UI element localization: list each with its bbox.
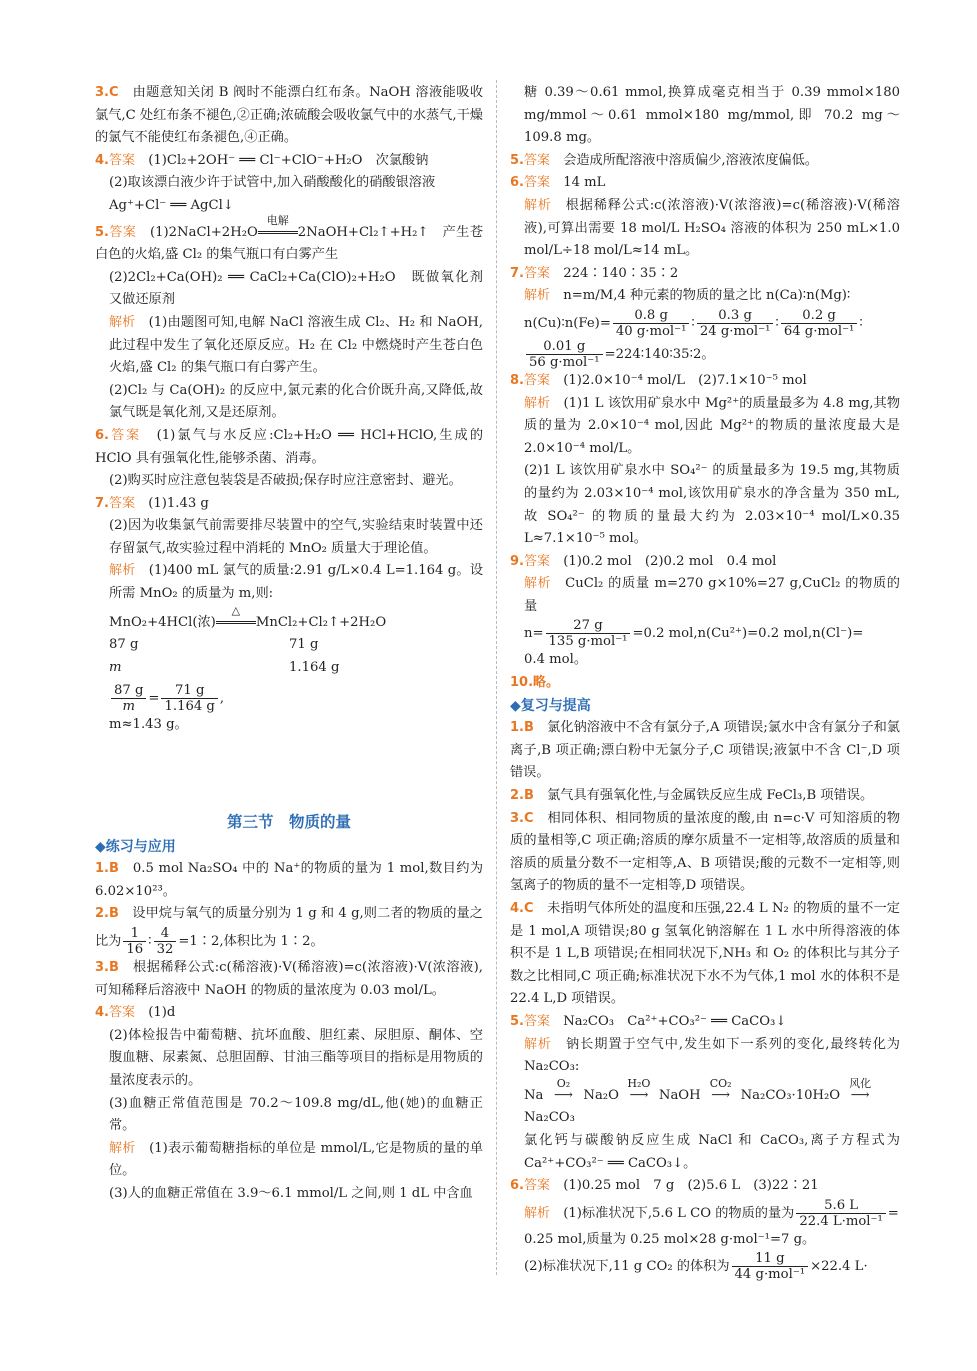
answer-label: 答案 xyxy=(108,495,135,511)
explanation-label: 解析 xyxy=(109,314,136,330)
explanation-math xyxy=(510,339,900,370)
chain-species: NaOH xyxy=(658,1087,701,1103)
answer-item xyxy=(510,551,900,574)
answer-text: (1)d xyxy=(148,1005,176,1021)
question-number: 1.B xyxy=(510,720,534,736)
question-number: 5. xyxy=(510,1013,524,1029)
question-number: 5. xyxy=(95,224,109,240)
answer-text: 设甲烷与氧气的质量分别为 1 g 和 4 g,则二者的物质的量之比为 xyxy=(95,906,483,949)
explanation-text: 0.25 mol,质量为 0.25 mol×28 g·mol⁻¹=7 g。 xyxy=(524,1231,816,1247)
explanation-text: ×22.4 L· xyxy=(810,1259,868,1275)
chain-species: Na xyxy=(524,1087,544,1103)
fraction xyxy=(161,683,217,714)
answer-label: 答案 xyxy=(523,372,550,388)
arrow-label: H₂O xyxy=(627,1076,651,1090)
explanation-text: (1)400 mL 氯气的质量:2.91 g/L×0.4 L=1.164 g。设所需 MnO₂ 的质量为 m,则: xyxy=(109,563,484,602)
question-number: 6. xyxy=(510,1178,524,1194)
answer-text: Ag⁺+Cl⁻ ══ AgCl↓ xyxy=(109,197,234,213)
explanation-text: =224∶140∶35∶2。 xyxy=(604,346,715,362)
explanation-text: n=m/M,4 种元素的物质的量之比 n(Ca)∶n(Mg)∶ xyxy=(563,288,851,304)
explanation-text: (1)1 L 该饮用矿泉水中 Mg²⁺的质量最多为 4.8 mg,其物质的量为 2.0×10⁻⁴ mol,因此 Mg²⁺的物质的量浓度最大是 2.0×10⁻⁴ mol/L。 xyxy=(524,395,901,456)
answer-item xyxy=(510,717,900,785)
explanation-label: 解析 xyxy=(524,288,551,304)
answer-text: (2)购买时应注意包装袋是否破损;保存时应注意密封、避光。 xyxy=(109,473,462,489)
arrow-label: CO₂ xyxy=(709,1076,732,1090)
question-number: 2.B xyxy=(510,788,534,804)
answer-text: 0.5 mol Na₂SO₄ 中的 Na⁺的物质的量为 1 mol,数目约为 6.02×10²³。 xyxy=(95,861,484,899)
explanation-text: CuCl₂ 的质量 m=270 g×10%=27 g,CuCl₂ 的物质的量 xyxy=(524,576,900,614)
explanation-text: (2)Cl₂ 与 Ca(OH)₂ 的反应中,氯元素的化合价既升高,又降低,故氯气既是氧化剂,又是还原剂。 xyxy=(109,382,483,421)
stoich-value: 71 g xyxy=(289,637,319,653)
numerator: 27 g xyxy=(546,618,631,634)
question-number: 5. xyxy=(510,152,524,168)
explanation-text: 钠长期置于空气中,发生如下一系列的变化,最终转化为 Na₂CO₃: xyxy=(524,1036,900,1075)
answer-item xyxy=(510,1175,900,1198)
denominator: 22.4 L·mol⁻¹ xyxy=(799,1213,883,1229)
explanation-text: (2)1 L 该饮用矿泉水中 SO₄²⁻ 的质量最多为 19.5 mg,其物质的量约为 2.03×10⁻⁴ mol,该饮用矿泉水的净含量为 350 mL,故 SO₄²⁻ 的物质的量最大约为 2.03×10⁻⁴ mol/L×0.35 L≈7.1×10⁻⁵ mol。 xyxy=(524,463,900,547)
answer-text: (2)体检报告中葡萄糖、抗坏血酸、胆红素、尿胆原、酮体、空腹血糖、尿素氮、总胆固醇、甘油三酯等项目的指标是用物质的量浓度表示的。 xyxy=(109,1027,483,1088)
answer-text: 由题意知关闭 B 阀时不能漂白红布条。NaOH 溶液能吸收氯气,C 处红布条不褪色,②正确;浓硫酸会吸收氯气中的水蒸气,干燥的氯气不能使红布条褪色,④正确。 xyxy=(95,85,484,146)
reaction-condition: △ xyxy=(231,603,241,617)
chain-arrow: 风化 ⟶ xyxy=(840,1085,880,1108)
explanation xyxy=(95,560,483,605)
reaction-arrow xyxy=(258,213,298,245)
answer-item xyxy=(510,263,900,286)
equation-left: (1)2NaCl+2H₂O xyxy=(149,224,258,240)
answer-item xyxy=(95,425,483,470)
answer-text: 224∶140∶35∶2 xyxy=(563,265,679,281)
explanation-text: (3)人的血糖正常值在 3.9～6.1 mmol/L 之间,则 1 dL 中含血 xyxy=(109,1185,473,1201)
answer-item xyxy=(95,957,483,1002)
question-number: 2.B xyxy=(95,906,119,922)
explanation xyxy=(510,393,900,461)
answer-text: (2)取该漂白液少许于试管中,加入硝酸酸化的硝酸银溶液 xyxy=(109,175,436,191)
answer-text: Na₂CO₃ Ca²⁺+CO₃²⁻ ══ CaCO₃↓ xyxy=(563,1013,787,1029)
denominator: 56 g·mol⁻¹ xyxy=(529,354,600,370)
answer-text: (1)1.43 g xyxy=(148,495,209,511)
question-number: 3.C xyxy=(510,810,534,826)
explanation xyxy=(95,1138,483,1183)
denominator: 64 g·mol⁻¹ xyxy=(783,323,855,339)
answer-label: 答案 xyxy=(523,175,550,191)
chain-arrow: CO₂ ⟶ xyxy=(701,1085,741,1108)
answer-item xyxy=(95,82,483,150)
left-column xyxy=(95,82,483,1206)
chain-arrow: H₂O ⟶ xyxy=(619,1085,659,1108)
answer-text: (1)氯气与水反应:Cl₂+H₂O ══ HCl+HClO,生成的 HClO 具有强氧化性,能够杀菌、消毒。 xyxy=(95,427,484,466)
explanation-math xyxy=(510,1251,900,1282)
chain-species: Na₂CO₃·10H₂O xyxy=(740,1087,841,1103)
answer-item xyxy=(510,898,900,1011)
fraction xyxy=(781,308,858,339)
explanation-math xyxy=(510,618,900,649)
numerator: 1 xyxy=(123,926,146,942)
right-column xyxy=(510,82,900,1282)
answer-item xyxy=(95,858,483,903)
answer-text: (2)因为收集氯气前需要排尽装置中的空气,实验结束时装置中还存留氯气,故实验过程中消耗的 MnO₂ 质量大于理论值。 xyxy=(109,518,483,556)
denominator: 32 xyxy=(156,942,174,957)
explanation-label: 解析 xyxy=(109,1140,136,1156)
answer-item xyxy=(510,785,900,808)
question-number: 8. xyxy=(510,372,524,388)
reaction-arrow xyxy=(216,603,256,635)
denominator: 16 xyxy=(126,942,144,957)
fraction xyxy=(111,683,146,714)
explanation xyxy=(510,573,900,618)
chain-species: Na₂CO₃ xyxy=(524,1110,575,1126)
answer-text: (1)2.0×10⁻⁴ mol/L (2)7.1×10⁻⁵ mol xyxy=(563,372,807,388)
explanation-text: (2)标准状况下,11 g CO₂ 的体积为 xyxy=(524,1259,730,1275)
denominator: 24 g·mol⁻¹ xyxy=(699,323,771,339)
explanation-text: (1)表示葡萄糖指标的单位是 mmol/L,它是物质的量的单位。 xyxy=(109,1140,484,1179)
explanation xyxy=(510,285,900,308)
answer-item xyxy=(510,370,900,393)
answer-text: 未指明气体所处的温度和压强,22.4 L N₂ 的物质的量不一定是 1 mol,A 项错误;80 g 氢氧化钠溶解在 1 L 水中所得溶液的体积不是 1 L,B 项错误;在相同状况下,NH₃ 和 O₂ 的体积比与其分子数之比相同,C 项正确;标准状况下水不为气体,1 mol 水的体积不是 22.4 L,D 项错误。 xyxy=(510,901,900,1007)
explanation-label: 解析 xyxy=(524,1036,552,1052)
fraction xyxy=(123,926,146,957)
explanation-text: = xyxy=(887,1205,899,1221)
explanation-text: (1)标准状况下,5.6 L CO 的物质的量为 xyxy=(563,1205,795,1221)
equation-right: MnCl₂+Cl₂↑+2H₂O xyxy=(255,614,387,630)
denominator: 1.164 g xyxy=(164,699,215,715)
question-number: 6. xyxy=(95,427,109,443)
answer-text: 根据稀释公式:c(稀溶液)·V(稀溶液)=c(浓溶液)·V(浓溶液),可知稀释后溶液中 NaOH 的物质的量浓度为 0.03 mol/L。 xyxy=(95,960,483,998)
fraction xyxy=(732,1251,809,1282)
answer-label: 答案 xyxy=(523,152,550,168)
answer-item xyxy=(510,808,900,898)
fraction xyxy=(613,308,690,339)
answer-text: 氯气具有强氧化性,与金属铁反应生成 FeCl₃,B 项错误。 xyxy=(547,788,874,804)
reaction-chain xyxy=(510,1076,900,1130)
answer-text: (1)0.2 mol (2)0.2 mol 0.4 mol xyxy=(563,553,777,569)
explanation-text: 糖 0.39～0.61 mmol,换算成毫克相当于 0.39 mmol×180 mg/mmol～0.61 mmol×180 mg/mmol,即 70.2 mg～109.8 mg。 xyxy=(524,85,900,146)
explanation xyxy=(95,312,483,380)
chain-arrow: O₂ ⟶ xyxy=(543,1085,583,1108)
explanation-label: 解析 xyxy=(524,395,551,411)
question-number: 1.B xyxy=(95,861,119,877)
fraction xyxy=(154,926,177,957)
stoich-row xyxy=(95,634,483,657)
question-number: 7. xyxy=(510,265,524,281)
answer-text: (3)血糖正常值范围是 70.2～109.8 mg/dL,他(她)的血糖正常。 xyxy=(109,1095,483,1134)
explanation-label: 解析 xyxy=(524,576,552,592)
question-number: 7. xyxy=(95,495,109,511)
denominator: 135 g·mol⁻¹ xyxy=(548,634,628,650)
numerator: 0.3 g xyxy=(697,308,774,324)
stoich-value: m xyxy=(109,659,122,675)
explanation-text: 氯化钙与碳酸钠反应生成 NaCl 和 CaCO₃,离子方程式为Ca²⁺+CO₃²⁻ ══ CaCO₃↓。 xyxy=(524,1132,900,1171)
stoich-value: 87 g xyxy=(109,637,139,653)
answer-item xyxy=(510,172,900,195)
explanation-label: 解析 xyxy=(524,1205,551,1221)
explanation-label: 解析 xyxy=(524,197,552,213)
numerator: 5.6 L xyxy=(796,1198,885,1214)
explanation-text: n= xyxy=(524,626,544,642)
numerator: 4 xyxy=(154,926,177,942)
explanation-text: 根据稀释公式:c(浓溶液)·V(浓溶液)=c(稀溶液)·V(稀溶液),可算出需要 18 mol/L H₂SO₄ 溶液的体积为 250 mL×1.0 mol/L÷18 mol/L≈14 mL。 xyxy=(524,197,900,259)
answer-item: 2.B 设甲烷与氧气的质量分别为 1 g 和 4 g,则二者的物质的量之比为 $\frac{1}{16}$ ∶ $\frac{4}{32}$ =1∶2,体积比为 1∶2。 xyxy=(95,906,483,957)
answer-label: 答案 xyxy=(108,224,137,240)
subsection-title: ◆练习与应用 xyxy=(95,838,176,855)
explanation xyxy=(510,195,900,263)
answer-item xyxy=(95,493,483,516)
question-number: 9. xyxy=(510,553,524,569)
arrow-label: O₂ xyxy=(556,1076,571,1090)
answer-text: 相同体积、相同物质的量浓度的酸,由 n=c·V 可知溶质的物质的量相等,C 项正确;溶质的摩尔质量不一定相等,故溶质的质量和溶质的质量分数不一定相等,A、B 项错误;酸的元数不一定相等,则氢离子的物质的量不一定相等,D 项错误。 xyxy=(510,810,901,894)
explanation-text: 0.4 mol。 xyxy=(524,652,588,668)
answer-label: 答案 xyxy=(108,152,135,168)
proportion: $\frac{87 g}{m}$ = $\frac{71 g}{1.164 g}$ , xyxy=(95,683,483,714)
numerator: 11 g xyxy=(732,1251,809,1267)
reaction-condition: 电解 xyxy=(266,213,289,227)
stoich-row xyxy=(95,657,483,680)
answer-label: 答案 xyxy=(523,265,550,281)
explanation-label: 解析 xyxy=(109,563,136,579)
answer-text: (1)Cl₂+2OH⁻ ══ Cl⁻+ClO⁻+H₂O 次氯酸钠 xyxy=(148,152,429,168)
explanation-math: n(Cu)∶n(Fe)= $\frac{0.8 g}{\text{40 g·mol⁻¹}}$ ∶ $\frac{0.3 g}{\text{24 g·mol⁻¹}}$ ∶ $\frac{0.2 g}{\text{64 g·mol⁻¹}}$ ∶ xyxy=(524,307,863,339)
answer-label: 答案 xyxy=(523,1178,550,1194)
answer-text: 会造成所配溶液中溶质偏少,溶液浓度偏低。 xyxy=(563,152,818,168)
numerator: 0.2 g xyxy=(781,308,858,324)
stoich-value: 1.164 g xyxy=(289,659,340,675)
question-number: 6. xyxy=(510,175,524,191)
equation-left: MnO₂+4HCl(浓) xyxy=(109,614,216,630)
chain-species: Na₂O xyxy=(583,1087,619,1103)
question-number: 4.C xyxy=(510,901,534,916)
question-number: 3.B xyxy=(95,960,119,975)
question-number: 3.C xyxy=(95,85,119,100)
denominator: 44 g·mol⁻¹ xyxy=(734,1267,806,1283)
chem-equation xyxy=(95,603,483,635)
answer-text: 氯化钠溶液中不含有氯分子,A 项错误;氯水中含有氯分子和氯离子,B 项正确;漂白粉中无氯分子,C 项错误;液氯中不含 Cl⁻,D 项错误。 xyxy=(510,720,900,781)
answer-item xyxy=(95,1002,483,1025)
numerator: 0.8 g xyxy=(613,308,690,324)
numerator: 71 g xyxy=(161,683,217,699)
answer-item xyxy=(510,1011,900,1034)
explanation-text: (1)由题图可知,电解 NaCl 溶液生成 Cl₂、H₂ 和 NaOH,此过程中发生了氧化还原反应。H₂ 在 Cl₂ 中燃烧时产生苍白色火焰,盛 Cl₂ 的集气瓶口有白雾产生。 xyxy=(109,314,483,376)
answer-text: (2)2Cl₂+Ca(OH)₂ ══ CaCl₂+Ca(ClO)₂+H₂O 既做氧化剂又做还原剂 xyxy=(109,269,483,308)
answer-label: 答案 xyxy=(523,1013,550,1029)
answer-label: 答案 xyxy=(108,1005,135,1021)
result-text: m≈1.43 g。 xyxy=(109,717,188,733)
answer-item xyxy=(510,150,900,173)
answer-text: (1)0.25 mol 7 g (2)5.6 L (3)22∶21 xyxy=(563,1178,819,1194)
question-number: 4. xyxy=(95,152,109,168)
question-number: 10.略。 xyxy=(510,675,560,691)
arrow-label: 风化 xyxy=(849,1076,872,1090)
answer-label: 答案 xyxy=(523,553,550,569)
subsection-title: ◆复习与提高 xyxy=(510,697,591,714)
numerator: 0.01 g xyxy=(526,339,603,355)
fraction xyxy=(796,1198,885,1229)
question-number: 4. xyxy=(95,1005,109,1021)
fraction xyxy=(526,339,603,370)
section-title: 第三节 物质的量 xyxy=(226,813,351,832)
explanation-math xyxy=(510,1198,900,1229)
fraction xyxy=(697,308,774,339)
answer-label: 答案 xyxy=(108,427,142,443)
answer-item xyxy=(95,150,483,173)
denominator: 40 g·mol⁻¹ xyxy=(615,323,687,339)
numerator: 87 g xyxy=(111,683,146,699)
explanation-text: =0.2 mol,n(Cu²⁺)=0.2 mol,n(Cl⁻)= xyxy=(632,626,864,642)
answer-text: 14 mL xyxy=(563,175,606,191)
explanation-text: n(Cu)∶n(Fe)= xyxy=(524,315,611,331)
answer-text: =1∶2,体积比为 1∶2。 xyxy=(178,934,324,949)
column-divider xyxy=(496,80,497,1275)
answer-text: 2NaOH+Cl₂↑+H₂↑ 产生苍白色的火焰,盛 Cl₂ 的集气瓶口有白雾产生 xyxy=(95,224,484,263)
answer-item xyxy=(95,213,484,267)
fraction xyxy=(546,618,631,649)
denominator: m xyxy=(122,699,135,715)
